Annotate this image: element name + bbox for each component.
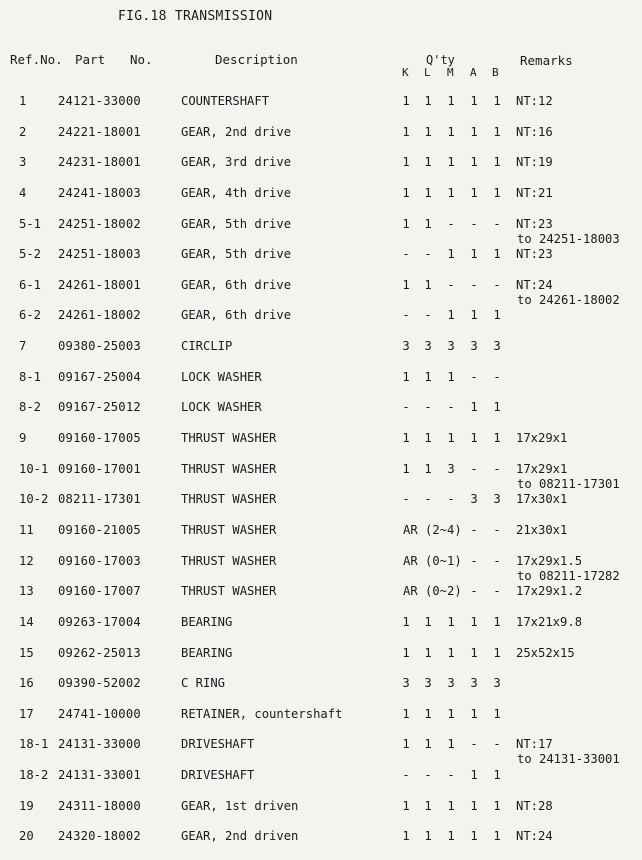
description: THRUST WASHER	[181, 584, 277, 599]
table-row	[0, 729, 642, 767]
description: GEAR, 4th drive	[181, 185, 292, 200]
qty-value: -	[470, 737, 478, 752]
table-row	[0, 270, 642, 307]
qty-value: 1	[447, 308, 455, 323]
description: GEAR, 2nd drive	[181, 124, 292, 139]
ref-no: 18-1	[19, 737, 49, 752]
qty-value: 1	[447, 124, 455, 139]
table-header	[0, 48, 642, 82]
ref-no: 18-2	[19, 768, 49, 783]
qty-value: 1	[470, 185, 478, 200]
part-no: 09262-25013	[58, 645, 141, 660]
qty-value: -	[493, 461, 501, 476]
header-qty-col-a: A	[470, 66, 477, 79]
qty-value: -	[424, 247, 432, 262]
qty-value: 3	[447, 461, 455, 476]
header-no: No.	[130, 52, 153, 67]
qty-value: 1	[424, 798, 432, 813]
header-qty-col-l: L	[424, 66, 431, 79]
part-no: 24231-18001	[58, 155, 141, 170]
part-no: 09380-25003	[58, 339, 141, 354]
ref-no: 12	[19, 553, 34, 568]
qty-value: 1	[470, 124, 478, 139]
qty-value: 1	[402, 645, 410, 660]
qty-value: 1	[424, 737, 432, 752]
qty-value: 1	[402, 277, 410, 292]
qty-as-required: AR (2~4)	[403, 522, 462, 537]
qty-value: 1	[493, 94, 501, 108]
ref-no: 6-1	[19, 277, 42, 292]
header-description: Description	[215, 52, 298, 67]
remarks-line: 21x30x1	[516, 522, 568, 537]
qty-value: 1	[402, 155, 410, 170]
qty-value: -	[493, 584, 501, 599]
remarks-line: NT:21	[516, 185, 553, 200]
qty-value: 1	[493, 798, 501, 813]
header-part: Part	[75, 52, 106, 67]
remarks-line: to 24131-33001	[517, 752, 620, 767]
qty-value: 1	[493, 431, 501, 446]
ref-no: 14	[19, 614, 34, 629]
description: GEAR, 5th drive	[181, 216, 292, 231]
remarks-line: to 08211-17282	[517, 568, 620, 583]
qty-value: 1	[470, 308, 478, 323]
table-row	[0, 300, 642, 331]
remarks	[516, 94, 553, 109]
ref-no: 20	[19, 829, 34, 844]
remarks-line: NT:17	[516, 737, 553, 752]
remarks-line: NT:19	[516, 155, 553, 170]
qty-value: 1	[402, 706, 410, 721]
ref-no: 11	[19, 522, 34, 537]
header-remarks: Remarks	[520, 53, 573, 68]
qty-value: -	[470, 584, 478, 599]
ref-no: 8-1	[19, 369, 42, 384]
remarks	[516, 615, 582, 630]
remarks-line: NT:23	[516, 216, 553, 231]
qty-value: 1	[424, 461, 432, 476]
qty-value: 1	[493, 155, 501, 170]
part-no: 24251-18003	[58, 247, 141, 262]
qty-value: -	[424, 492, 432, 507]
table-row	[0, 362, 642, 393]
remarks-line: NT:16	[516, 124, 553, 139]
qty-value: 1	[424, 614, 432, 629]
qty-value: 1	[424, 185, 432, 200]
remarks-line: NT:24	[516, 277, 553, 292]
qty-value: 1	[447, 829, 455, 844]
qty-value: -	[493, 277, 501, 292]
part-no: 09167-25004	[58, 369, 141, 384]
ref-no: 9	[19, 431, 27, 446]
qty-as-required: AR (0~1)	[403, 553, 462, 568]
remarks	[516, 523, 567, 538]
remarks-line: 17x21x9.8	[516, 614, 583, 629]
qty-value: -	[402, 492, 410, 507]
qty-value: 1	[493, 829, 501, 844]
table-row	[0, 607, 642, 638]
description: GEAR, 6th drive	[181, 277, 292, 292]
ref-no: 15	[19, 645, 34, 660]
qty-value: -	[493, 737, 501, 752]
description: THRUST WASHER	[181, 431, 277, 446]
part-no: 09263-17004	[58, 614, 141, 629]
table-row	[0, 392, 642, 423]
qty-value: 1	[470, 829, 478, 844]
part-no: 24131-33000	[58, 737, 141, 752]
remarks	[516, 829, 553, 844]
ref-no: 1	[19, 94, 27, 108]
part-no: 24311-18000	[58, 798, 141, 813]
qty-value: 1	[424, 706, 432, 721]
table-row	[0, 791, 642, 822]
qty-value: 1	[447, 614, 455, 629]
qty-value: 1	[493, 614, 501, 629]
table-row	[0, 821, 642, 852]
table-row	[0, 454, 642, 491]
part-no: 24320-18002	[58, 829, 141, 844]
description: LOCK WASHER	[181, 369, 262, 384]
qty-value: 1	[470, 706, 478, 721]
qty-value: 1	[493, 124, 501, 139]
qty-value: -	[493, 369, 501, 384]
qty-value: 1	[470, 155, 478, 170]
qty-value: 1	[470, 94, 478, 108]
remarks	[516, 186, 553, 201]
ref-no: 17	[19, 706, 34, 721]
description: CIRCLIP	[181, 339, 233, 354]
qty-value: -	[470, 216, 478, 231]
part-no: 24261-18002	[58, 308, 141, 323]
description: THRUST WASHER	[181, 522, 277, 537]
part-no: 24251-18002	[58, 216, 141, 231]
remarks	[516, 125, 553, 140]
qty-value: 3	[470, 676, 478, 691]
qty-value: 1	[470, 645, 478, 660]
description: THRUST WASHER	[181, 461, 277, 476]
ref-no: 2	[19, 124, 27, 139]
ref-no: 8-2	[19, 400, 42, 415]
remarks	[516, 431, 567, 446]
qty-value: 1	[424, 216, 432, 231]
remarks-line: NT:12	[516, 94, 553, 108]
qty-value: 1	[402, 185, 410, 200]
qty-value: 1	[447, 369, 455, 384]
qty-value: 1	[424, 94, 432, 108]
qty-value: 1	[424, 829, 432, 844]
qty-value: 1	[402, 431, 410, 446]
qty-value: -	[402, 768, 410, 783]
qty-value: 1	[402, 614, 410, 629]
qty-value: -	[447, 277, 455, 292]
qty-value: -	[447, 216, 455, 231]
ref-no: 5-2	[19, 247, 42, 262]
qty-value: 1	[493, 768, 501, 783]
ref-no: 4	[19, 185, 27, 200]
qty-value: 1	[493, 308, 501, 323]
qty-value: 1	[402, 216, 410, 231]
table-row	[0, 760, 642, 791]
qty-value: 1	[447, 737, 455, 752]
description: GEAR, 5th drive	[181, 247, 292, 262]
qty-value: 3	[424, 676, 432, 691]
qty-value: -	[447, 400, 455, 415]
qty-value: 1	[493, 645, 501, 660]
remarks-line: 17x30x1	[516, 492, 568, 507]
parts-table	[0, 86, 642, 852]
qty-value: -	[424, 768, 432, 783]
qty-value: 1	[447, 431, 455, 446]
ref-no: 5-1	[19, 216, 42, 231]
part-no: 24121-33000	[58, 94, 141, 108]
part-no: 24241-18003	[58, 185, 141, 200]
qty-value: 1	[447, 185, 455, 200]
header-qty-col-m: M	[447, 66, 454, 79]
qty-value: 1	[447, 645, 455, 660]
table-row	[0, 147, 642, 178]
qty-value: 1	[447, 798, 455, 813]
remarks	[516, 646, 575, 661]
ref-no: 10-1	[19, 461, 49, 476]
table-row	[0, 484, 642, 515]
remarks	[516, 492, 567, 507]
qty-value: 3	[470, 339, 478, 354]
description: DRIVESHAFT	[181, 737, 255, 752]
qty-value: -	[493, 522, 501, 537]
description: THRUST WASHER	[181, 553, 277, 568]
remarks-line: to 24251-18003	[517, 231, 620, 246]
part-no: 09390-52002	[58, 676, 141, 691]
description: C RING	[181, 676, 226, 691]
qty-value: -	[424, 308, 432, 323]
qty-value: -	[470, 522, 478, 537]
remarks	[516, 584, 582, 599]
table-row	[0, 515, 642, 546]
description: GEAR, 6th drive	[181, 308, 292, 323]
remarks	[516, 155, 553, 170]
remarks-line: to 24261-18002	[517, 292, 620, 307]
qty-value: -	[402, 247, 410, 262]
qty-value: -	[493, 216, 501, 231]
description: RETAINER, countershaft	[181, 706, 343, 721]
ref-no: 3	[19, 155, 27, 170]
description: BEARING	[181, 614, 233, 629]
qty-value: 1	[447, 155, 455, 170]
description: GEAR, 1st driven	[181, 798, 299, 813]
remarks	[516, 247, 553, 262]
qty-value: 1	[402, 798, 410, 813]
description: GEAR, 3rd drive	[181, 155, 292, 170]
qty-value: 1	[447, 94, 455, 108]
description: THRUST WASHER	[181, 492, 277, 507]
qty-value: 1	[493, 247, 501, 262]
ref-no: 6-2	[19, 308, 42, 323]
qty-value: -	[470, 369, 478, 384]
qty-value: 1	[424, 277, 432, 292]
table-row	[0, 239, 642, 270]
description: COUNTERSHAFT	[181, 94, 270, 108]
ref-no: 7	[19, 339, 27, 354]
qty-value: 1	[470, 431, 478, 446]
remarks-line: 17x29x1	[516, 431, 568, 446]
part-no: 24221-18001	[58, 124, 141, 139]
qty-value: 3	[402, 676, 410, 691]
remarks-line: NT:23	[516, 247, 553, 262]
description: LOCK WASHER	[181, 400, 262, 415]
remarks	[516, 799, 553, 814]
qty-value: -	[402, 400, 410, 415]
qty-value: 1	[424, 124, 432, 139]
qty-value: 1	[493, 706, 501, 721]
part-no: 09160-17001	[58, 461, 141, 476]
remarks-line: 17x29x1	[516, 461, 568, 476]
ref-no: 16	[19, 676, 34, 691]
qty-value: 3	[424, 339, 432, 354]
remarks-line: NT:24	[516, 829, 553, 844]
qty-value: 1	[424, 155, 432, 170]
ref-no: 10-2	[19, 492, 49, 507]
part-no: 24131-33001	[58, 768, 141, 783]
qty-value: 3	[447, 339, 455, 354]
qty-value: 1	[402, 369, 410, 384]
description: BEARING	[181, 645, 233, 660]
qty-value: 3	[402, 339, 410, 354]
part-no: 09160-17003	[58, 553, 141, 568]
header-ref-no: Ref.No.	[10, 52, 63, 67]
description: GEAR, 2nd driven	[181, 829, 299, 844]
part-no: 24261-18001	[58, 277, 141, 292]
part-no: 08211-17301	[58, 492, 141, 507]
qty-value: -	[493, 553, 501, 568]
remarks-line: 17x29x1.5	[516, 553, 583, 568]
part-no: 24741-10000	[58, 706, 141, 721]
qty-value: 1	[493, 400, 501, 415]
qty-value: 1	[402, 737, 410, 752]
qty-value: 1	[447, 247, 455, 262]
table-row	[0, 638, 642, 669]
table-row	[0, 117, 642, 148]
qty-value: -	[470, 553, 478, 568]
qty-value: 1	[470, 798, 478, 813]
header-qty-col-b: B	[492, 66, 499, 79]
qty-value: 1	[402, 829, 410, 844]
table-row	[0, 423, 642, 454]
qty-value: -	[402, 308, 410, 323]
qty-value: 1	[424, 645, 432, 660]
qty-value: -	[470, 461, 478, 476]
qty-value: 1	[470, 400, 478, 415]
qty-value: 1	[493, 185, 501, 200]
qty-value: 3	[470, 492, 478, 507]
qty-value: 1	[424, 431, 432, 446]
qty-value: -	[470, 277, 478, 292]
qty-value: -	[447, 768, 455, 783]
table-row	[0, 699, 642, 730]
qty-value: 1	[470, 768, 478, 783]
header-qty: Q'ty	[426, 53, 455, 67]
table-row	[0, 576, 642, 607]
qty-value: 3	[447, 676, 455, 691]
qty-value: 3	[493, 339, 501, 354]
ref-no: 13	[19, 584, 34, 599]
table-row	[0, 546, 642, 583]
qty-value: 1	[402, 124, 410, 139]
remarks-line: 17x29x1.2	[516, 584, 583, 599]
qty-value: 1	[402, 94, 410, 108]
qty-value: 3	[493, 676, 501, 691]
part-no: 09160-21005	[58, 522, 141, 537]
table-row	[0, 178, 642, 209]
qty-value: 1	[470, 614, 478, 629]
remarks-line: to 08211-17301	[517, 476, 620, 491]
qty-as-required: AR (0~2)	[403, 584, 462, 599]
qty-value: 1	[470, 247, 478, 262]
qty-value: 3	[493, 492, 501, 507]
figure-title: FIG.18 TRANSMISSION	[118, 9, 273, 24]
qty-value: 1	[424, 369, 432, 384]
part-no: 09160-17005	[58, 431, 141, 446]
description: DRIVESHAFT	[181, 768, 255, 783]
remarks-line: 25x52x15	[516, 645, 575, 660]
qty-value: 1	[447, 706, 455, 721]
table-row	[0, 209, 642, 246]
part-no: 09160-17007	[58, 584, 141, 599]
remarks-line: NT:28	[516, 798, 553, 813]
qty-value: -	[424, 400, 432, 415]
header-qty-col-k: K	[402, 66, 409, 79]
ref-no: 19	[19, 798, 34, 813]
table-row	[0, 86, 642, 117]
table-row	[0, 668, 642, 699]
table-row	[0, 331, 642, 362]
qty-value: -	[447, 492, 455, 507]
qty-value: 1	[402, 461, 410, 476]
part-no: 09167-25012	[58, 400, 141, 415]
